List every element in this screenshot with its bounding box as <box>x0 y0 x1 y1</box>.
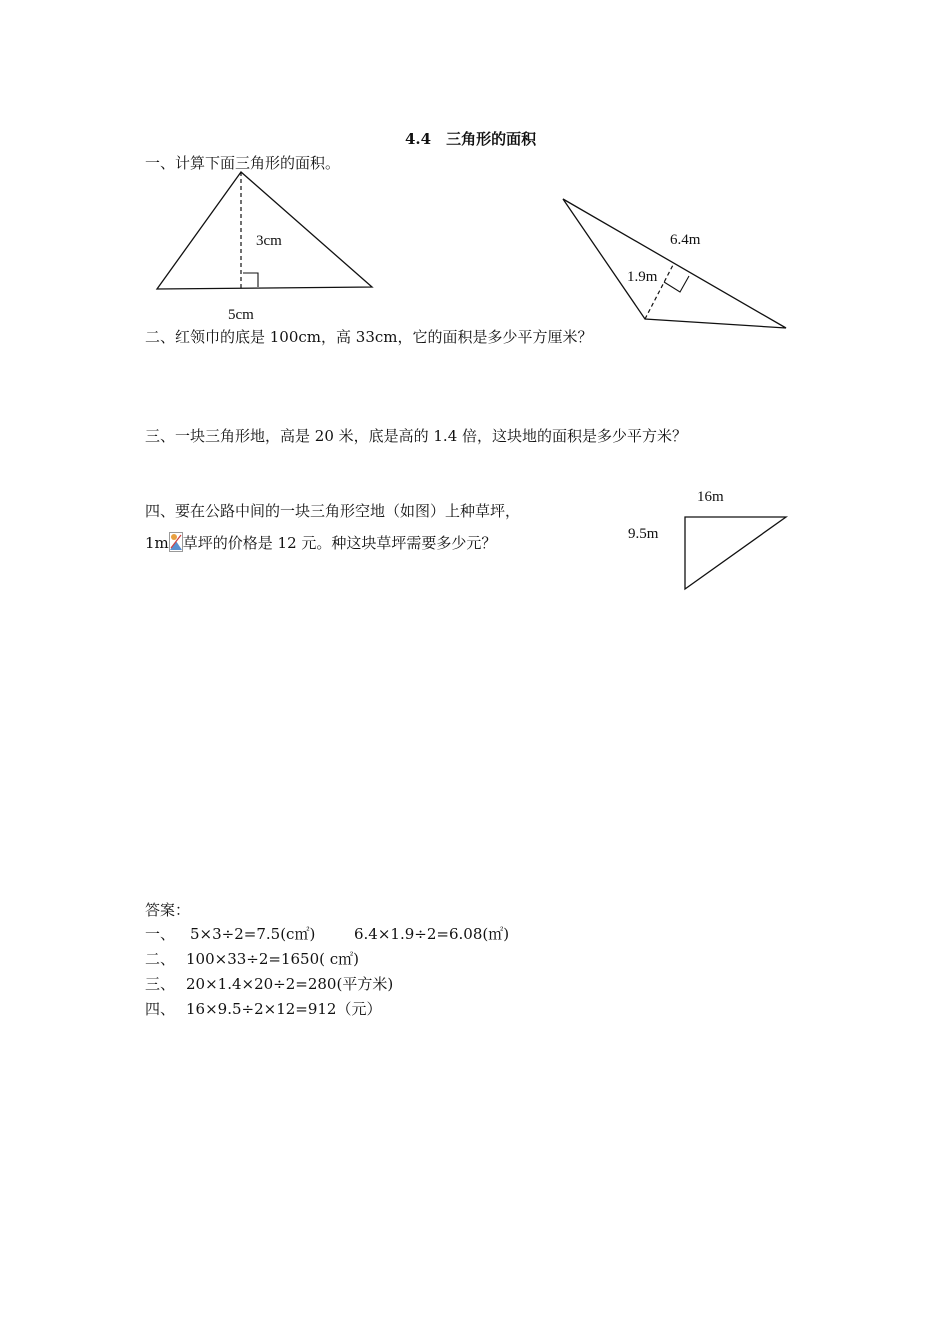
question-1-text: 一、计算下面三角形的面积。 <box>145 154 341 172</box>
question-4-line-2-text: 草坪的价格是 12 元。种这块草坪需要多少元？ <box>182 534 497 552</box>
answers-heading: 答案： <box>145 901 191 919</box>
question-4-unit-prefix: 1m <box>145 534 169 552</box>
answer-2-text: 100×33÷2=1650( c㎡) <box>186 950 360 968</box>
question-2-text: 二、红领巾的底是 100cm，高 33cm，它的面积是多少平方厘米？ <box>145 328 593 346</box>
answer-4-label: 四、 <box>145 1000 176 1018</box>
answer-3-label: 三、 <box>145 975 176 993</box>
question-4-line-1: 四、要在公路中间的一块三角形空地（如图）上种草坪， <box>145 502 521 520</box>
triangle-2-height-label: 1.9m <box>627 269 658 285</box>
answer-2-label: 二、 <box>145 950 176 968</box>
triangle-1-height-label: 3cm <box>256 233 282 249</box>
answer-3-text: 20×1.4×20÷2=280(平方米) <box>186 975 394 993</box>
triangle-2-base-label: 6.4m <box>670 232 701 248</box>
answer-4-text: 16×9.5÷2×12=912（元） <box>186 1000 382 1018</box>
triangle-3-outline <box>685 517 786 589</box>
answer-1-part-2: 6.4×1.9÷2=6.08(㎡) <box>354 925 510 943</box>
page-title: 4.4 三角形的面积 <box>405 130 537 148</box>
answer-1-label: 一、 <box>145 925 176 943</box>
triangle-3-top-label: 16m <box>697 489 724 505</box>
answer-1-part-1: 5×3÷2=7.5(c㎡) <box>190 925 316 943</box>
triangle-3-side-label: 9.5m <box>628 526 659 542</box>
triangle-1-base-label: 5cm <box>228 307 254 323</box>
question-3-text: 三、一块三角形地，高是 20 米，底是高的 1.4 倍，这块地的面积是多少平方米？ <box>145 427 688 445</box>
